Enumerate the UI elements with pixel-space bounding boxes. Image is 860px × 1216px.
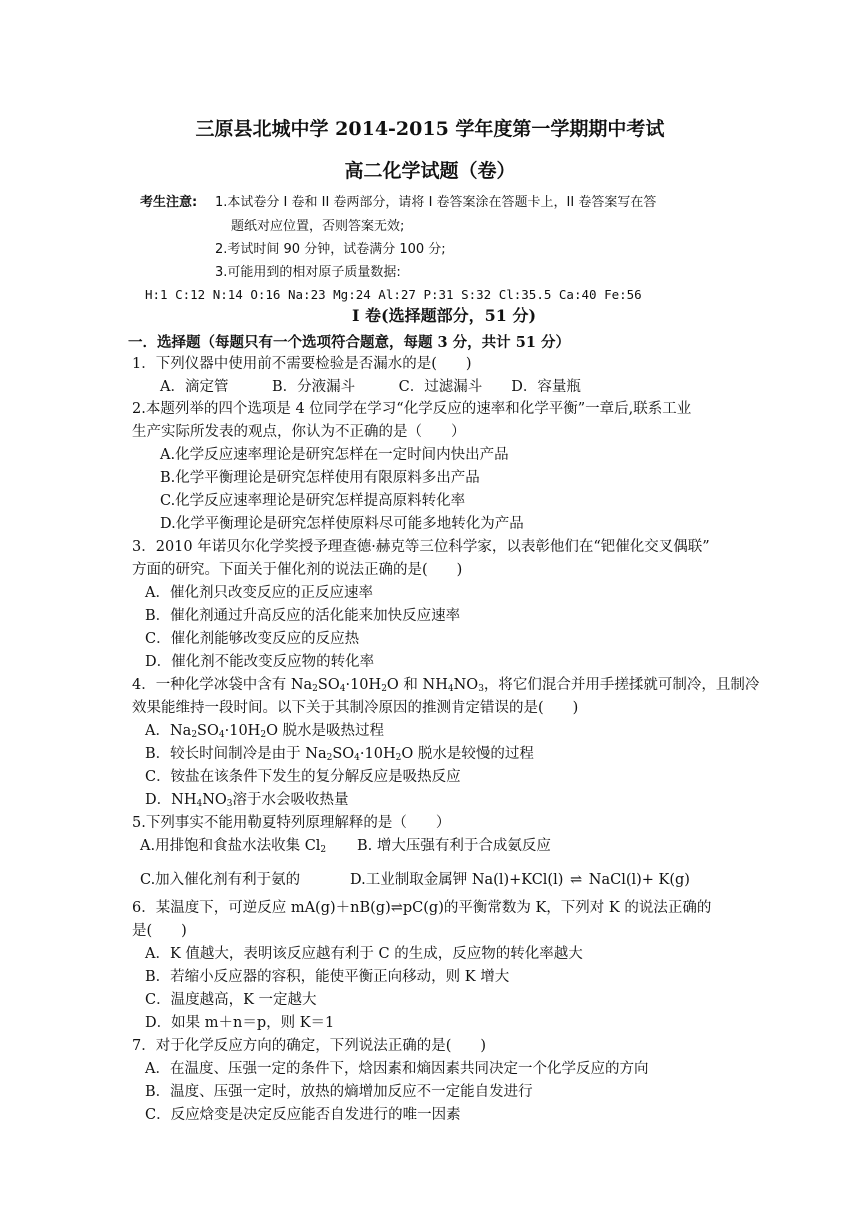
q5-option-d <box>350 871 690 889</box>
q4-option-b <box>145 745 534 763</box>
q5-option-b: B. 增大压强有利于合成氨反应 <box>357 838 551 854</box>
q4-text: SO <box>197 723 219 739</box>
q3-stem-line1: 3．2010 年诺贝尔化学奖授予理查德·赫克等三位科学家，以表彰他们在“钯催化交叉偶联” <box>132 539 710 555</box>
q5-stem: 5.下列事实不能用勒夏特列原理解释的是（ ） <box>132 815 451 831</box>
q4-text: SO <box>332 746 355 762</box>
q5-text: D.工业制取金属钾 Na(l)+KCl(l) <box>350 872 564 888</box>
q6-stem-line1: 6．某温度下，可逆反应 mA(g)＋nB(g)⇌pC(g)的平衡常数为 K，下列对 K 的说法正确的 <box>132 900 712 916</box>
q6-option-b: B．若缩小反应器的容积，能使平衡正向移动，则 K 增大 <box>145 969 510 985</box>
q4-text: O 和 NH <box>386 677 448 693</box>
q5-text: A.用排饱和食盐水法收集 Cl <box>140 838 321 854</box>
subscript: 4 <box>339 684 346 694</box>
notice-item-3: 3.可能用到的相对原子质量数据: <box>215 265 401 280</box>
q2-option-a: A.化学反应速率理论是研究怎样在一定时间内快出产品 <box>160 447 509 463</box>
q4-option-d <box>145 791 349 809</box>
q4-text: 4．一种化学冰袋中含有 Na <box>132 677 313 693</box>
q4-option-a <box>145 722 384 740</box>
subscript: 2 <box>326 753 333 763</box>
q5-option-a <box>140 837 326 855</box>
q4-text: O 脱水是吸热过程 <box>266 723 385 739</box>
part1-title: I 卷(选择题部分，51 分) <box>352 306 537 325</box>
subscript: 4 <box>196 799 203 809</box>
q7-option-b: B．温度、压强一定时，放热的熵增加反应不一定能自发进行 <box>145 1084 533 1100</box>
subscript: 2 <box>320 845 327 855</box>
q4-text: B．较长时间制冷是由于 Na <box>145 746 327 762</box>
q4-text: A．Na <box>145 723 192 739</box>
q4-text: SO <box>317 677 340 693</box>
subscript: 3 <box>478 684 484 694</box>
q3-option-c: C．催化剂能够改变反应的反应热 <box>145 631 360 647</box>
exam-title: 三原县北城中学 2014-2015 学年度第一学期期中考试 <box>195 118 665 140</box>
subscript: 2 <box>260 730 267 740</box>
exam-subtitle: 高二化学试题（卷） <box>344 160 516 182</box>
q5-text: NaCl(l)+ K(g) <box>588 872 690 888</box>
subscript: 3 <box>226 799 233 809</box>
q7-option-a: A．在温度、压强一定的条件下，焓因素和熵因素共同决定一个化学反应的方向 <box>145 1061 649 1077</box>
q1-options: A．滴定管 B．分液漏斗 C．过滤漏斗 D．容量瓶 <box>160 379 581 395</box>
q4-text: 溶于水会吸收热量 <box>232 792 349 808</box>
subscript: 2 <box>395 753 402 763</box>
q3-option-b: B．催化剂通过升高反应的活化能来加快反应速率 <box>145 608 461 624</box>
q4-text: D．NH <box>145 792 197 808</box>
q4-stem-line1 <box>132 676 759 694</box>
q4-text: ，将它们混合并用手搓揉就可制冷，且制冷 <box>483 677 760 693</box>
q6-stem-line2: 是( ) <box>132 923 187 939</box>
q4-text: O 脱水是较慢的过程 <box>401 746 534 762</box>
subscript: 2 <box>191 730 198 740</box>
q7-stem: 7．对于化学反应方向的确定，下列说法正确的是( ) <box>132 1038 487 1054</box>
subscript: 4 <box>354 753 360 763</box>
q6-option-a: A．K 值越大，表明该反应越有利于 C 的生成，反应物的转化率越大 <box>145 946 583 962</box>
q1-stem: 1．下列仪器中使用前不需要检验是否漏水的是( ) <box>132 356 472 372</box>
subscript: 4 <box>447 684 454 694</box>
q2-option-d: D.化学平衡理论是研究怎样使原料尽可能多地转化为产品 <box>160 516 524 532</box>
q2-option-c: C.化学反应速率理论是研究怎样提高原料转化率 <box>160 493 466 509</box>
q4-text: NO <box>453 677 479 693</box>
atomic-masses: H:1 C:12 N:14 O:16 Na:23 Mg:24 Al:27 P:31 S:32 Cl:35.5 Ca:40 Fe:56 <box>145 287 642 302</box>
notice-item-1a: 1.本试卷分 I 卷和 II 卷两部分，请将 I 卷答案涂在答题卡上，II 卷答案写在答 <box>215 195 657 210</box>
notice-label: 考生注意: <box>140 195 198 210</box>
notice-item-2: 2.考试时间 90 分钟，试卷满分 100 分; <box>215 242 446 257</box>
q5-option-c: C.加入催化剂有利于氨的 <box>140 872 301 888</box>
q4-text: ·10H <box>359 746 396 762</box>
q2-stem-line2: 生产实际所发表的观点，你认为不正确的是（ ） <box>132 424 466 440</box>
equilibrium-arrow-icon: ⇌ <box>570 872 583 888</box>
q3-stem-line2: 方面的研究。下面关于催化剂的说法正确的是( ) <box>132 562 463 578</box>
q7-option-c: C．反应焓变是决定反应能否自发进行的唯一因素 <box>145 1107 461 1123</box>
q2-stem-line1: 2.本题列举的四个选项是 4 位同学在学习“化学反应的速率和化学平衡”一章后,联系工业 <box>132 401 692 417</box>
notice-item-1b: 题纸对应位置，否则答案无效; <box>231 219 405 234</box>
subscript: 2 <box>381 684 387 694</box>
q4-text: ·10H <box>345 677 382 693</box>
q4-stem-line2: 效果能维持一段时间。以下关于其制冷原因的推测肯定错误的是( ) <box>132 700 579 716</box>
q3-option-a: A．催化剂只改变反应的正反应速率 <box>145 585 373 601</box>
q4-text: NO <box>202 792 227 808</box>
q2-option-b: B.化学平衡理论是研究怎样使用有限原料多出产品 <box>160 470 480 486</box>
subscript: 2 <box>312 684 318 694</box>
q4-option-c: C．铵盐在该条件下发生的复分解反应是吸热反应 <box>145 769 461 785</box>
q3-option-d: D．催化剂不能改变反应物的转化率 <box>145 654 375 670</box>
q6-option-d: D．如果 m＋n＝p，则 K＝1 <box>145 1015 335 1031</box>
q6-option-c: C．温度越高，K 一定越大 <box>145 992 317 1008</box>
subscript: 4 <box>218 730 225 740</box>
q4-text: ·10H <box>224 723 261 739</box>
section1-title: 一．选择题（每题只有一个选项符合题意，每题 3 分，共计 51 分） <box>128 334 570 351</box>
